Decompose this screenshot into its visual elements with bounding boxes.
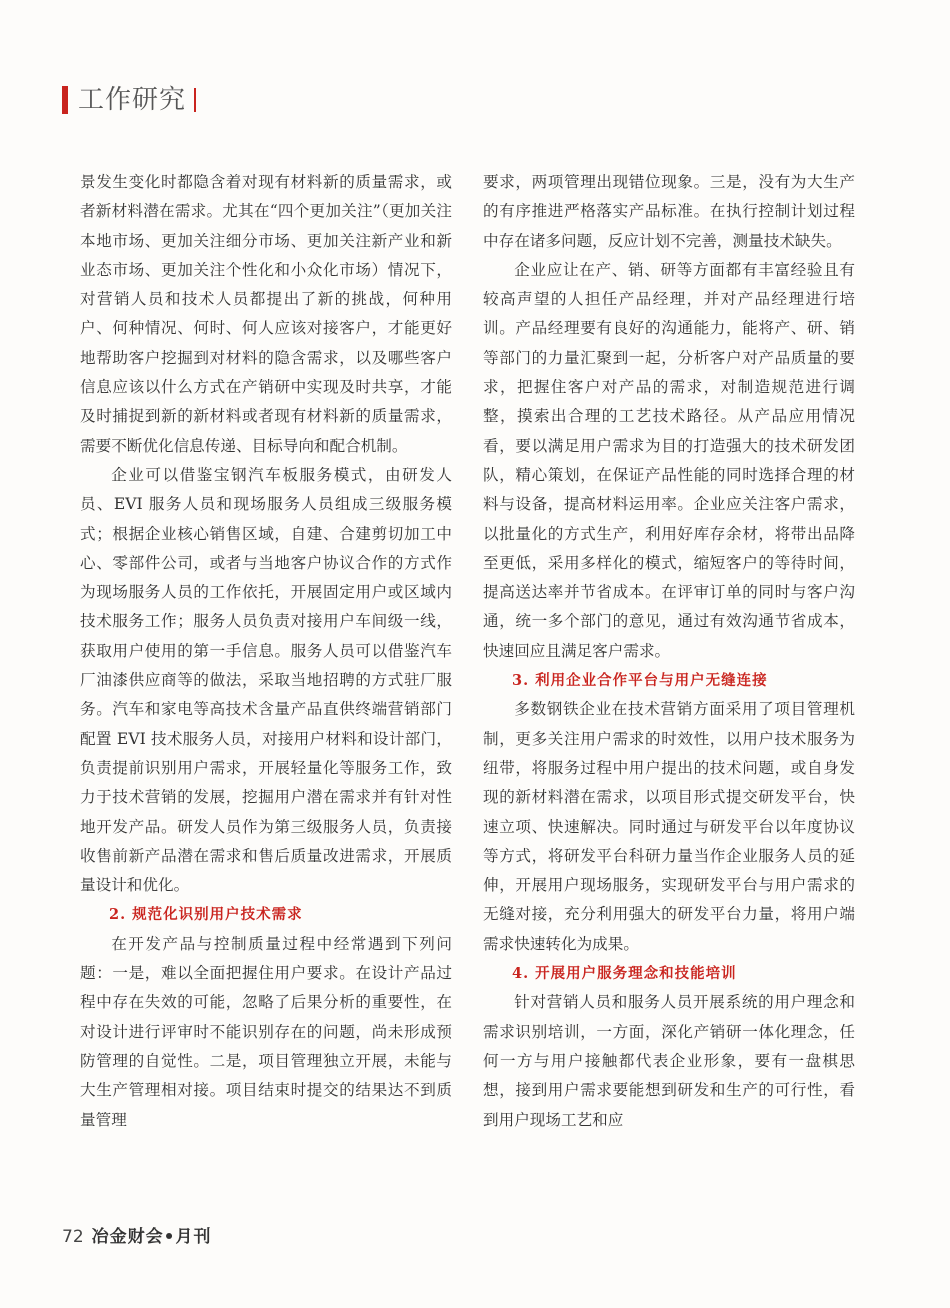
section-heading: 4. 开展用户服务理念和技能培训 — [512, 965, 737, 983]
right-column — [483, 168, 855, 1135]
section-heading: 2. 规范化识别用户技术需求 — [109, 906, 303, 924]
paragraph: 在开发产品与控制质量过程中经常遇到下列问题：一是，难以全面把握住用户要求。在设计产品过程中存在失效的可能，忽略了后果分析的重要性，在对设计进行评审时不能识别存在的问题，尚未形成预防管理的自觉性。二是，项目管理独立开展，未能与大生产管理相对接。项目结束时提交的结果达不到质量管理 — [80, 934, 452, 1129]
header-end-bar — [194, 88, 196, 112]
left-column — [80, 168, 452, 1135]
paragraph: 要求，两项管理出现错位现象。三是，没有为大生产的有序推进严格落实产品标准。在执行控制计划过程中存在诸多问题，反应计划不完善，测量技术缺失。 — [483, 173, 855, 250]
section-title: 工作研究 — [78, 85, 187, 115]
paragraph: 多数钢铁企业在技术营销方面采用了项目管理机制，更多关注用户需求的时效性，以用户技术服务为纽带，将服务过程中用户提出的技术问题，或自身发现的新材料潜在需求，以项目形式提交研发平台，快速立项、快速解决。同时通过与研发平台以年度协议等方式，将研发平台科研力量当作企业服务人员的延伸，开展用户现场服务，实现研发平台与用户需求的无缝对接，充分利用强大的研发平台力量，将用户端需求快速转化为成果。 — [483, 700, 855, 953]
paragraph: 企业应让在产、销、研等方面都有丰富经验且有较高声望的人担任产品经理，并对产品经理进行培训。产品经理要有良好的沟通能力，能将产、研、销等部门的力量汇聚到一起，分析客户对产品质量的要求，把握住客户对产品的需求，对制造规范进行调整，摸索出合理的工艺技术路径。从产品应用情况看，要以满足用户需求为目的打造强大的技术研发团队，精心策划，在保证产品性能的同时选择合理的材料与设备，提高材料运用率。企业应关注客户需求，以批量化的方式生产，利用好库存余材，将带出品降至更低，采用多样化的模式，缩短客户的等待时间，提高送达率并节省成本。在评审订单的同时与客户沟通，统一多个部门的意见，通过有效沟通节省成本，快速回应且满足客户需求。 — [483, 260, 855, 660]
section-heading: 3. 利用企业合作平台与用户无缝连接 — [512, 672, 768, 690]
section-header — [62, 82, 196, 118]
journal-name: 冶金财会•月刊 — [91, 1227, 212, 1247]
paragraph: 景发生变化时都隐含着对现有材料新的质量需求，或者新材料潜在需求。尤其在“四个更加关注”（更加关注本地市场、更加关注细分市场、更加关注新产业和新业态市场、更加关注个性化和小众化市场）情况下，对营销人员和技术人员都提出了新的挑战，何种用户、何种情况、何时、何人应该对接客户，才能更好地帮助客户挖掘到对材料的隐含需求，以及哪些客户信息应该以什么方式在产销研中实现及时共享，才能及时捕捉到新的新材料或者现有材料新的质量需求，需要不断优化信息传递、目标导向和配合机制。 — [80, 173, 452, 455]
header-accent-bar — [62, 86, 68, 114]
page-footer — [62, 1222, 212, 1247]
page-number: 72 — [62, 1227, 84, 1247]
paragraph: 针对营销人员和服务人员开展系统的用户理念和需求识别培训，一方面，深化产销研一体化理念，任何一方与用户接触都代表企业形象，要有一盘棋思想，接到用户需求要能想到研发和生产的可行性，看到用户现场工艺和应 — [483, 993, 855, 1129]
paragraph: 企业可以借鉴宝钢汽车板服务模式，由研发人员、EVI 服务人员和现场服务人员组成三级服务模式；根据企业核心销售区域，自建、合建剪切加工中心、零部件公司，或者与当地客户协议合作的方式作为现场服务人员的工作依托，开展固定用户或区域内技术服务工作；服务人员负责对接用户车间级一线，获取用户使用的第一手信息。服务人员可以借鉴汽车厂油漆供应商等的做法，采取当地招聘的方式驻厂服务。汽车和家电等高技术含量产品直供终端营销部门配置 EVI 技术服务人员，对接用户材料和设计部门，负责提前识别用户需求，开展轻量化等服务工作，致力于技术营销的发展，挖掘用户潜在需求并有针对性地开发产品。研发人员作为第三级服务人员，负责接收售前新产品潜在需求和售后质量改进需求，开展质量设计和优化。 — [80, 465, 452, 895]
